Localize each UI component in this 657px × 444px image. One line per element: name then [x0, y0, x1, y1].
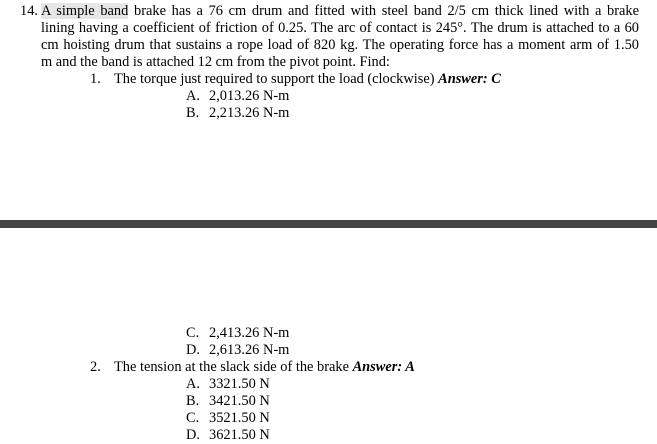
q2-option-c-letter: C.: [186, 410, 200, 426]
question-2-number: 2.: [90, 359, 101, 375]
q2-option-b-value: 3421.50 N: [209, 393, 270, 409]
q2-option-d-value: 3621.50 N: [209, 427, 270, 443]
question-1-answer: Answer: C: [438, 71, 501, 87]
question-2-text: The tension at the slack side of the brake Answer: A: [114, 359, 415, 375]
question-1-text: The torque just required to support the load (clockwise) Answer: C: [114, 71, 501, 87]
q2-option-b-letter: B.: [186, 393, 200, 409]
problem-line-3: cm hoisting drum that sustains a rope load of 820 kg. The operating force has a moment arm of 1.50: [41, 37, 639, 53]
problem-number: 14.: [20, 3, 38, 19]
problem-line-2: lining having a coefficient of friction of 0.25. The arc of contact is 245°. The drum is attached to a 60: [41, 20, 639, 36]
q1-option-c-letter: C.: [186, 325, 200, 341]
q1-option-a-letter: A.: [186, 88, 200, 104]
q1-option-d-value: 2,613.26 N-m: [209, 342, 290, 358]
page-break-divider: [0, 220, 657, 228]
problem-statement: [41, 3, 639, 71]
problem-line-1: A simple band brake has a 76 cm drum and fitted with steel band 2/5 cm thick lined with a brake: [41, 3, 640, 19]
highlighted-text: A simple band: [41, 3, 129, 19]
q1-option-b-value: 2,213.26 N-m: [209, 105, 290, 121]
q1-option-d-letter: D.: [186, 342, 200, 358]
question-1-number: 1.: [90, 71, 101, 87]
q2-option-a-value: 3321.50 N: [209, 376, 270, 392]
q2-option-a-letter: A.: [186, 376, 200, 392]
q2-option-d-letter: D.: [186, 427, 200, 443]
question-2-answer: Answer: A: [352, 359, 415, 375]
q1-option-b-letter: B.: [186, 105, 200, 121]
q1-option-c-value: 2,413.26 N-m: [209, 325, 290, 341]
q1-option-a-value: 2,013.26 N-m: [209, 88, 290, 104]
q2-option-c-value: 3521.50 N: [209, 410, 270, 426]
problem-line-4: m and the band is attached 12 cm from the pivot point. Find:: [41, 54, 390, 70]
